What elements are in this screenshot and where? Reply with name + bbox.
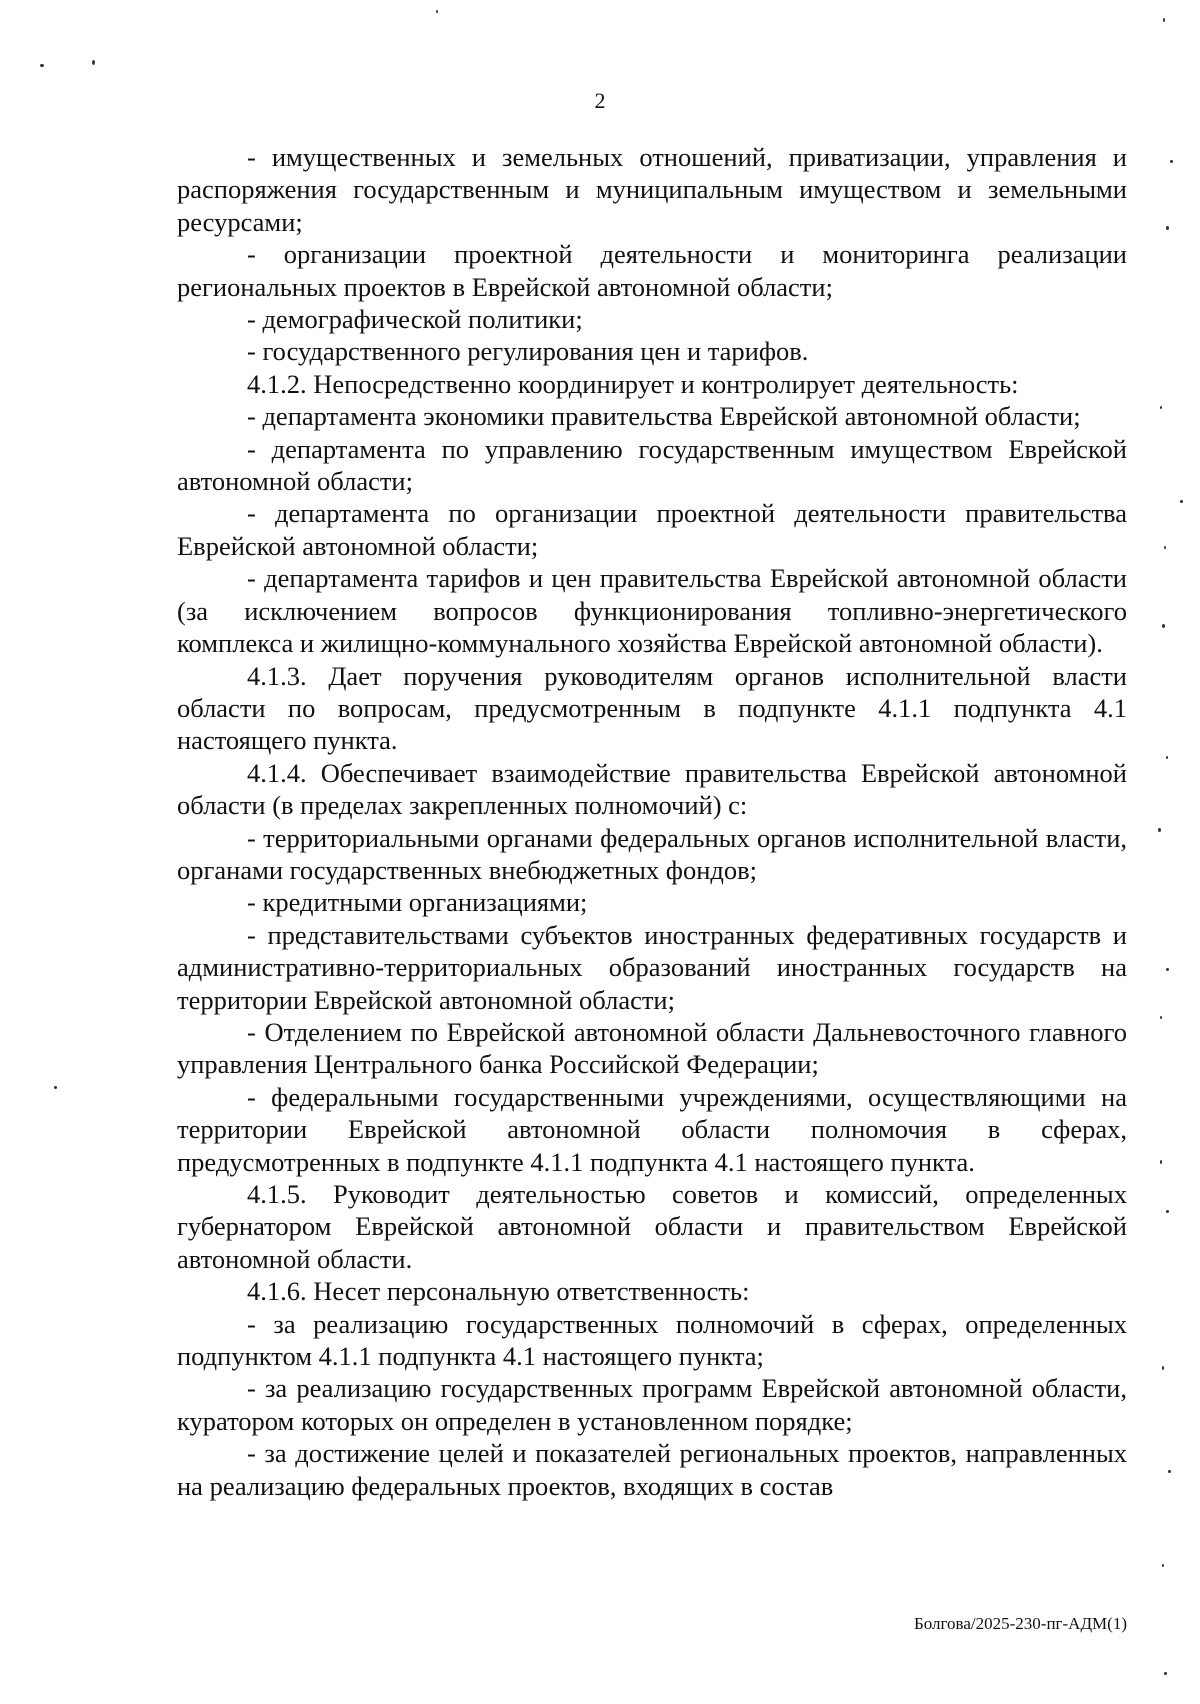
scan-speck bbox=[1158, 828, 1161, 832]
scan-speck bbox=[1180, 500, 1183, 503]
scan-speck bbox=[1162, 1564, 1164, 1567]
paragraph: - федеральными государственными учреждениями, осуществляющими на территории Еврейской автономной области полномочия в сферах, предусмотренных в подпункте 4.1.1 подпункта 4.1 настоящего пункта. bbox=[177, 1081, 1127, 1177]
paragraph: - за реализацию государственных программ Еврейской автономной области, куратором которых он определен в установленном порядке; bbox=[177, 1373, 1127, 1436]
paragraph: - за достижение целей и показателей региональных проектов, направленных на реализацию федеральных проектов, входящих в состав bbox=[177, 1438, 1127, 1501]
scan-speck bbox=[1164, 1672, 1167, 1675]
paragraph: - Отделением по Еврейской автономной области Дальневосточного главного управления Центрального банка Российской Федерации; bbox=[177, 1016, 1127, 1080]
paragraph: - имущественных и земельных отношений, приватизации, управления и распоряжения государственным и муниципальным имуществом и земельными ресурсами; bbox=[177, 142, 1127, 237]
scan-speck bbox=[1166, 1210, 1169, 1213]
document-body bbox=[177, 141, 1127, 1502]
paragraph: - организации проектной деятельности и мониторинга реализации региональных проектов в Еврейской автономной области; bbox=[177, 239, 1127, 302]
scan-speck bbox=[1164, 546, 1166, 549]
scan-speck bbox=[1168, 1470, 1171, 1473]
paragraph: - кредитными организациями; bbox=[247, 887, 588, 918]
scan-speck bbox=[1163, 18, 1165, 22]
paragraph: - территориальными органами федеральных органов исполнительной власти, органами государственных внебюджетных фондов; bbox=[177, 822, 1127, 885]
paragraph: - представительствами субъектов иностранных федеративных государств и административно-территориальных образований иностранных государств на территории Еврейской автономной области; bbox=[177, 919, 1127, 1015]
scan-speck bbox=[1162, 1366, 1164, 1370]
scan-speck bbox=[1166, 756, 1168, 759]
paragraph: - государственного регулирования цен и тарифов. bbox=[247, 336, 809, 367]
scan-speck bbox=[1170, 160, 1173, 163]
scan-speck bbox=[1162, 624, 1165, 628]
paragraph: - департамента по управлению государственным имуществом Еврейской автономной области; bbox=[177, 433, 1127, 497]
paragraph: - за реализацию государственных полномочий в сферах, определенных подпунктом 4.1.1 подпункта 4.1 настоящего пункта; bbox=[177, 1308, 1127, 1372]
scan-speck bbox=[1166, 968, 1169, 971]
scan-speck bbox=[92, 60, 95, 65]
paragraph: - департамента экономики правительства Еврейской автономной области; bbox=[247, 401, 1081, 432]
paragraph: - демографической политики; bbox=[247, 304, 583, 335]
paragraph: 4.1.6. Несет персональную ответственность: bbox=[247, 1276, 750, 1307]
scan-speck bbox=[1160, 406, 1162, 409]
scan-speck bbox=[54, 1086, 57, 1089]
paragraph: 4.1.2. Непосредственно координирует и контролирует деятельность: bbox=[247, 368, 1019, 399]
paragraph: - департамента по организации проектной деятельности правительства Еврейской автономной области; bbox=[177, 498, 1127, 561]
scan-speck bbox=[1160, 1016, 1162, 1019]
scan-speck bbox=[1166, 226, 1169, 230]
scan-speck bbox=[1160, 1160, 1162, 1164]
document-registration-code: Болгова/2025-230-пг-АДМ(1) bbox=[913, 1614, 1127, 1633]
paragraph: 4.1.3. Дает поручения руководителям органов исполнительной власти области по вопросам, предусмотренным в подпункте 4.1.1 подпункта 4.1 настоящего пункта. bbox=[177, 660, 1127, 756]
paragraph: 4.1.4. Обеспечивает взаимодействие правительства Еврейской автономной области (в пределах закрепленных полномочий) с: bbox=[177, 757, 1127, 821]
page-number: 2 bbox=[594, 88, 606, 113]
scan-speck bbox=[436, 10, 438, 13]
paragraph: 4.1.5. Руководит деятельностью советов и комиссий, определенных губернатором Еврейской автономной области и правительством Еврейской автономной области. bbox=[177, 1179, 1127, 1274]
paragraph: - департамента тарифов и цен правительства Еврейской автономной области (за исключением вопросов функционирования топливно-энергетического комплекса и жилищно-коммунального хозяйства Еврейской автономной области). bbox=[177, 563, 1127, 659]
scan-speck bbox=[40, 64, 44, 67]
